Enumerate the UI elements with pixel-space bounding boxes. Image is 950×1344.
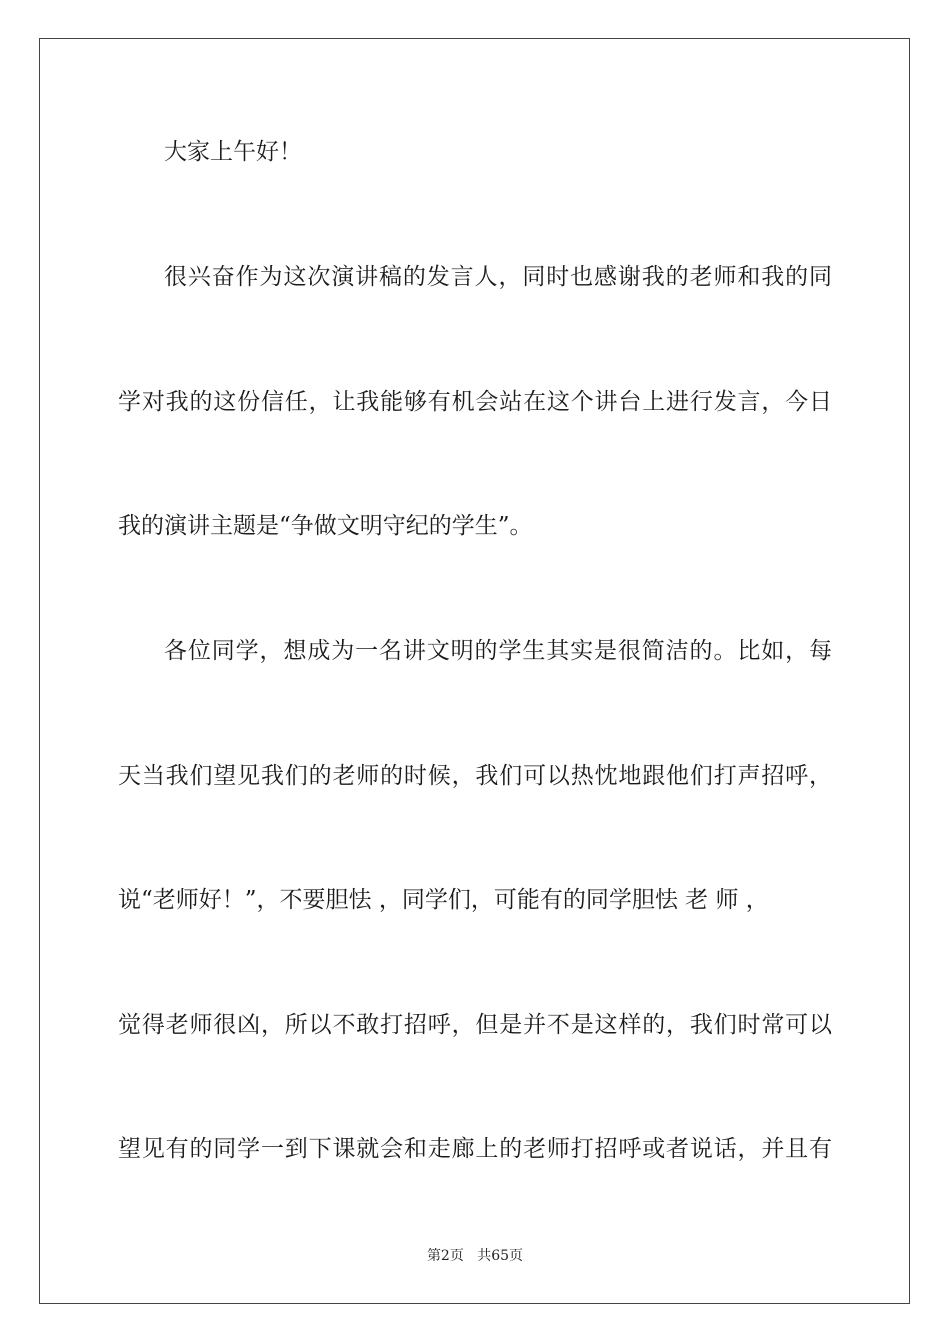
text-line: 很兴奋作为这次演讲稿的发言人，同时也感谢我的老师和我的同 bbox=[164, 264, 832, 290]
page-footer bbox=[0, 1246, 950, 1266]
text-line: 说“老师好！”，不要胆怯 ，同学们，可能有的同学胆怯 老 师 ， bbox=[118, 887, 769, 913]
text-line: 觉得老师很凶，所以不敢打招呼，但是并不是这样的，我们时常可以 bbox=[118, 1012, 832, 1038]
text-line: 各位同学，想成为一名讲文明的学生其实是很简洁的。比如，每 bbox=[164, 638, 832, 664]
page-border bbox=[39, 38, 910, 1304]
text-line: 天当我们望见我们的老师的时候，我们可以热忱地跟他们打声招呼， bbox=[118, 763, 832, 789]
page-total: 共65页 bbox=[477, 1248, 524, 1264]
text-line: 学对我的这份信任，让我能够有机会站在这个讲台上进行发言，今日 bbox=[118, 389, 832, 415]
text-line: 我的演讲主题是“争做文明守纪的学生”。 bbox=[118, 513, 533, 539]
page-number: 第2页 bbox=[426, 1248, 464, 1264]
text-line: 望见有的同学一到下课就会和走廊上的老师打招呼或者说话，并且有 bbox=[118, 1136, 832, 1162]
text-line-greeting: 大家上午好！ bbox=[164, 139, 302, 165]
